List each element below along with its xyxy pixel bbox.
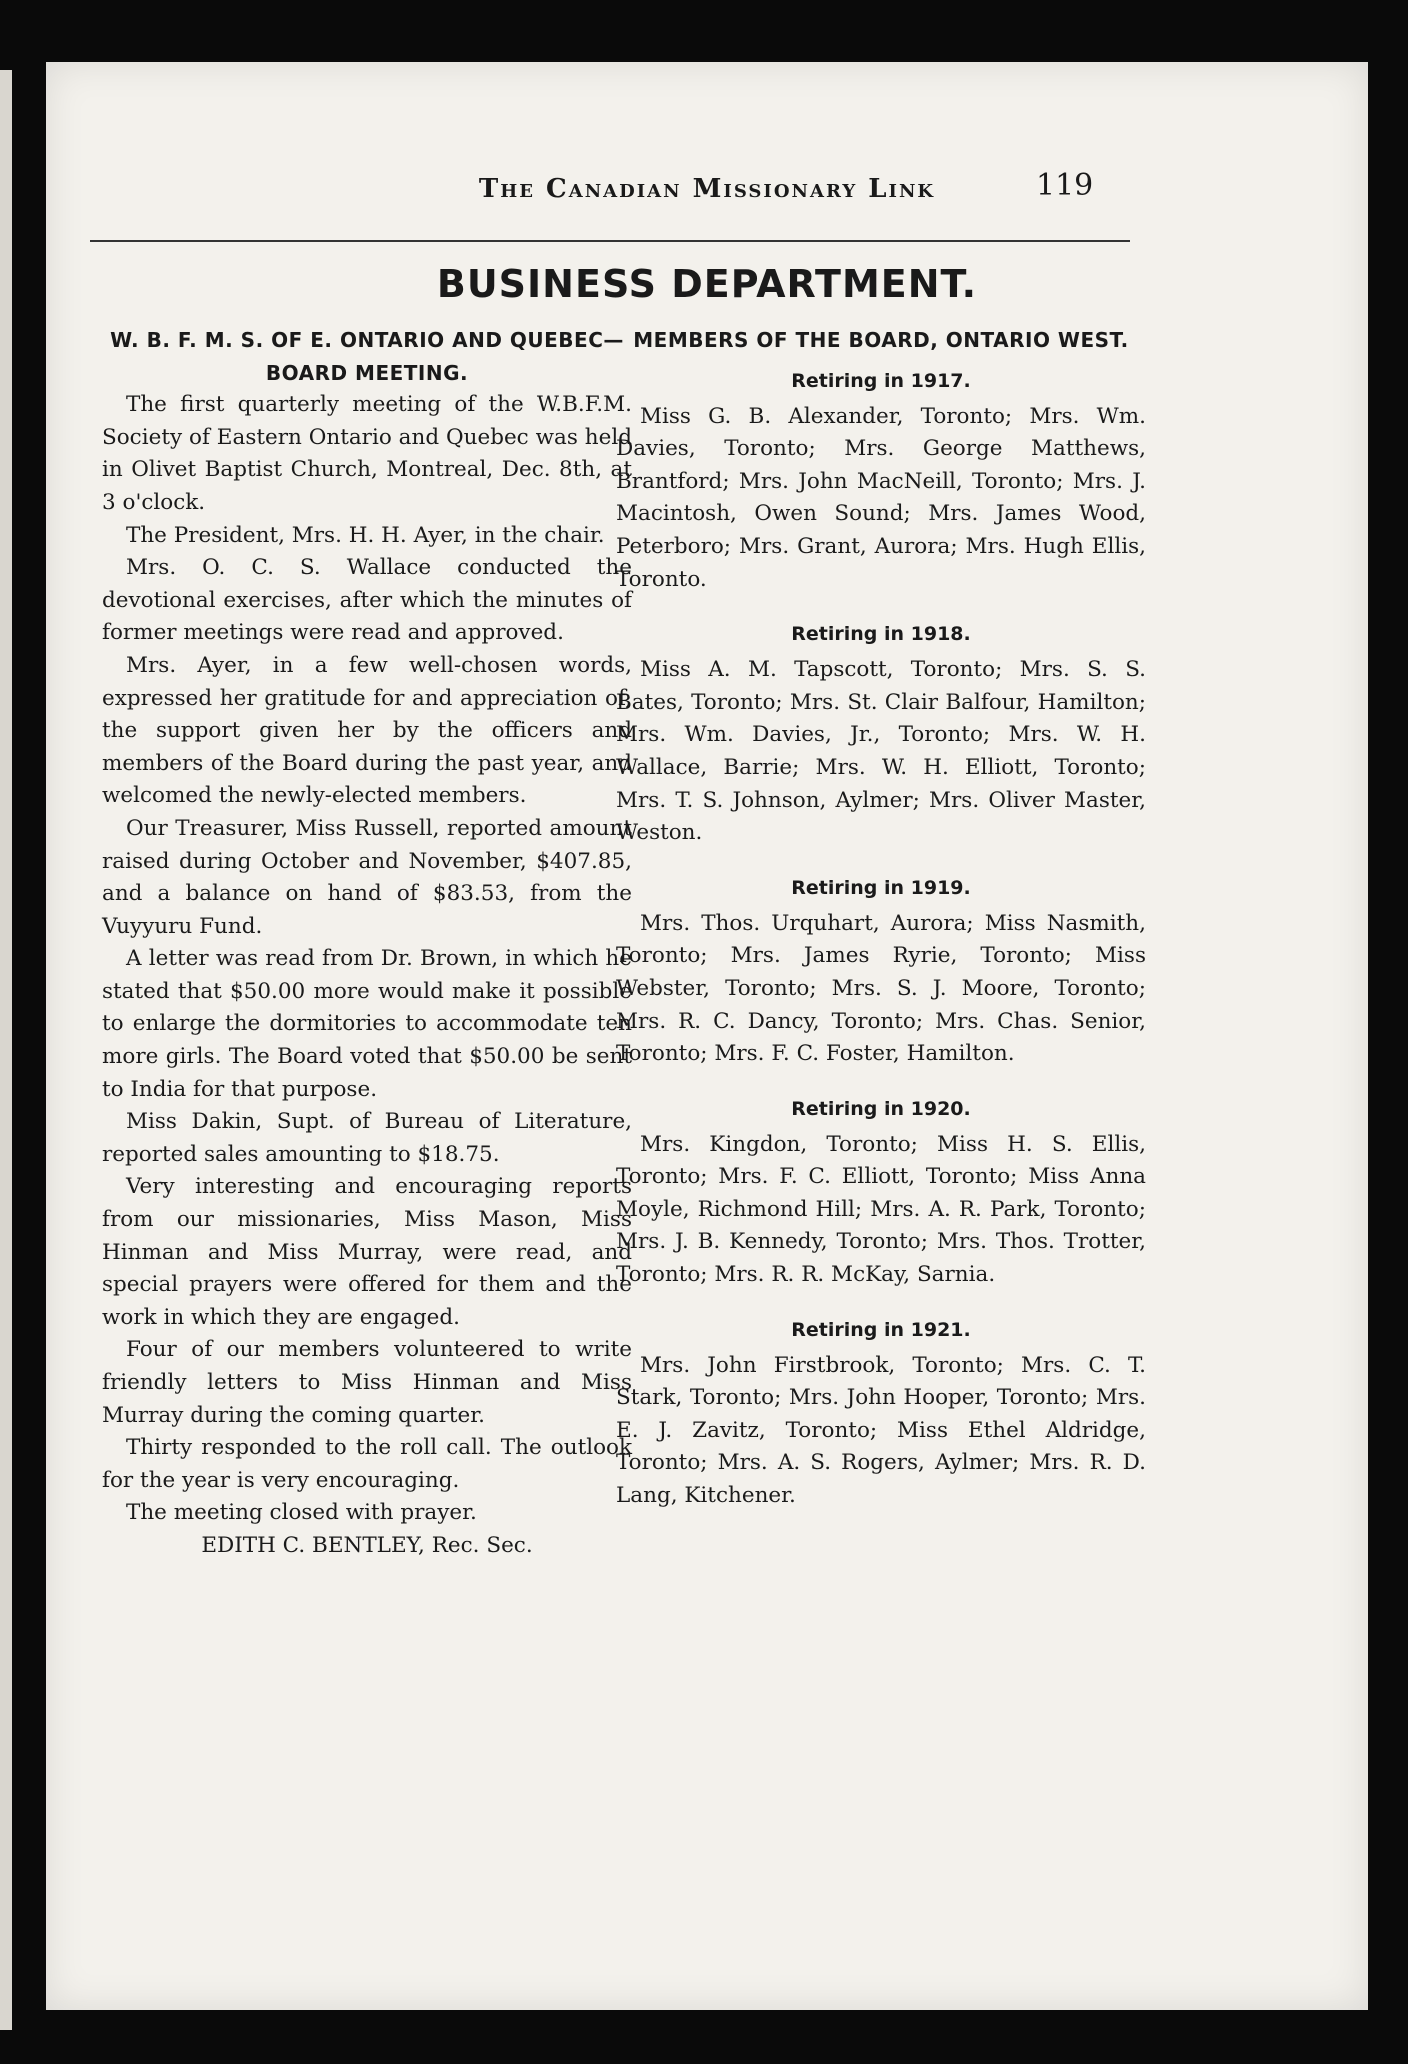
paragraph: A letter was read from Dr. Brown, in which he stated that $50.00 more would make it possible to enlarge the dormitories to accommodate ten more girls. The Board voted that $50.00 be sent to India for that purpose. <box>102 946 632 1102</box>
paragraph: Four of our members volunteered to write friendly letters to Miss Hinman and Miss Murray during the coming quarter. <box>102 1337 632 1428</box>
paragraph: Our Treasurer, Miss Russell, reported amount raised during October and November, $407.85, and a balance on hand of $83.53, from the Vuyyuru Fund. <box>102 815 632 939</box>
paragraph: The first quarterly meeting of the W.B.F.M. Society of Eastern Ontario and Quebec was held in Olivet Baptist Church, Montreal, Dec. 8th, at 3 o'clock. <box>102 392 632 515</box>
paragraph: The President, Mrs. H. H. Ayer, in the chair. <box>126 522 605 548</box>
left-column <box>102 324 632 1563</box>
member-list: Miss G. B. Alexander, Toronto; Mrs. Wm. Davies, Toronto; Mrs. George Matthews, Brantford; Mrs. John MacNeill, Toronto; Mrs. J. Macintosh, Owen Sound; Mrs. James Wood, Peterboro; Mrs. Grant, Aurora; Mrs. Hugh Ellis, Toronto. <box>616 403 1146 592</box>
paragraph: Miss Dakin, Supt. of Bureau of Literature, reported sales amounting to $18.75. <box>102 1109 632 1167</box>
right-column <box>616 324 1146 1513</box>
page-number: 119 <box>1036 168 1094 203</box>
paragraph: Mrs. Ayer, in a few well-chosen words, expressed her gratitude for and appreciation of, the support given her by the officers and members of the Board during the past year, and welcomed the newly-elected members. <box>102 652 632 809</box>
right-column-heading: MEMBERS OF THE BOARD, ONTARIO WEST. <box>633 328 1129 352</box>
running-head: The Canadian Missionary Link <box>478 174 936 204</box>
paragraph: The meeting closed with prayer. <box>126 1500 477 1526</box>
member-list: Mrs. Thos. Urquhart, Aurora; Miss Nasmith, Toronto; Mrs. James Ryrie, Toronto; Miss Webster, Toronto; Mrs. S. J. Moore, Toronto; Mrs. R. C. Dancy, Toronto; Mrs. Chas. Senior, Toronto; Mrs. F. C. Foster, Hamilton. <box>616 910 1146 1067</box>
left-column-heading: W. B. F. M. S. OF E. ONTARIO AND QUEBEC—BOARD MEETING. <box>110 328 624 385</box>
department-title: BUSINESS DEPARTMENT. <box>436 262 978 306</box>
member-list: Mrs. Kingdon, Toronto; Miss H. S. Ellis, Toronto; Mrs. F. C. Elliott, Toronto; Miss Anna Moyle, Richmond Hill; Mrs. A. R. Park, Toronto; Mrs. J. B. Kennedy, Toronto; Mrs. Thos. Trotter, Toronto; Mrs. R. R. McKay, Sarnia. <box>616 1131 1146 1288</box>
header-rule <box>90 240 1130 242</box>
signature: EDITH C. BENTLEY, Rec. Sec. <box>201 1532 533 1558</box>
paragraph: Thirty responded to the roll call. The outlook for the year is very encouraging. <box>102 1435 632 1493</box>
section-subheading: Retiring in 1920. <box>791 1097 971 1120</box>
paragraph: Very interesting and encouraging reports from our missionaries, Miss Mason, Miss Hinman and Miss Murray, were read, and special prayers were offered for them and the work in which they are engaged. <box>102 1174 632 1330</box>
section-subheading: Retiring in 1917. <box>791 369 971 392</box>
adjacent-page-edge <box>0 70 12 2030</box>
section-subheading: Retiring in 1918. <box>791 623 971 646</box>
document-page <box>46 62 1368 2010</box>
paragraph: Mrs. O. C. S. Wallace conducted the devotional exercises, after which the minutes of former meetings were read and approved. <box>102 555 632 646</box>
member-list: Mrs. John Firstbrook, Toronto; Mrs. C. T. Stark, Toronto; Mrs. John Hooper, Toronto; Mrs. E. J. Zavitz, Toronto; Miss Ethel Aldridge, Toronto; Mrs. A. S. Rogers, Aylmer; Mrs. R. D. Lang, Kitchener. <box>616 1352 1146 1509</box>
member-list: Miss A. M. Tapscott, Toronto; Mrs. S. S. Bates, Toronto; Mrs. St. Clair Balfour, Hamilton; Mrs. Wm. Davies, Jr., Toronto; Mrs. W. H. Wallace, Barrie; Mrs. W. H. Elliott, Toronto; Mrs. T. S. Johnson, Aylmer; Mrs. Oliver Master, Weston. <box>616 657 1146 846</box>
section-subheading: Retiring in 1919. <box>791 876 971 899</box>
section-subheading: Retiring in 1921. <box>791 1318 971 1341</box>
